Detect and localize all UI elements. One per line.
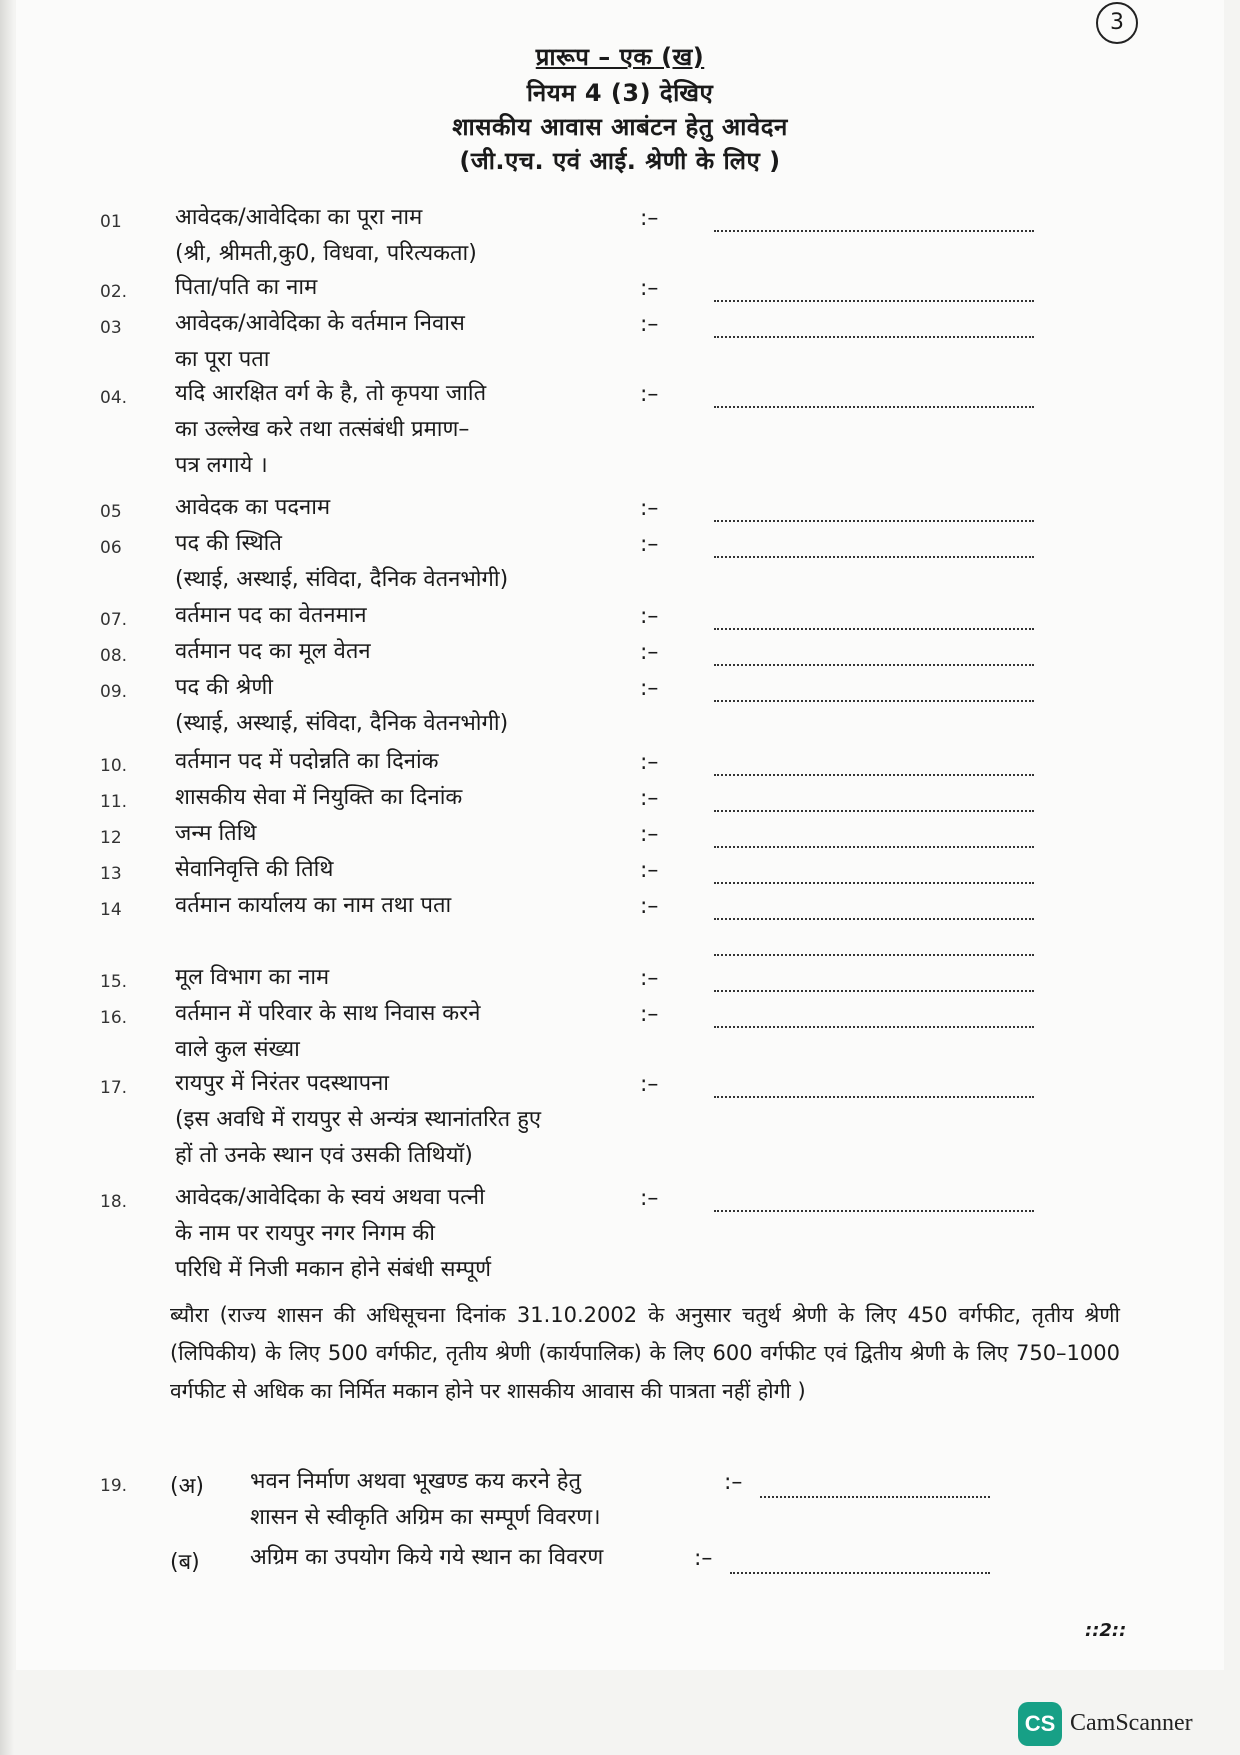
- item-label: वर्तमान कार्यालय का नाम तथा पता: [175, 893, 452, 918]
- item-label: (स्थाई, अस्थाई, संविदा, दैनिक वेतनभोगी): [175, 567, 509, 592]
- item-number: 05: [100, 502, 122, 522]
- item-number: 04.: [100, 388, 128, 408]
- fill-line[interactable]: [714, 792, 1034, 812]
- item-number: 02.: [100, 282, 128, 302]
- item-number: 13: [100, 864, 122, 884]
- item-label: आवेदक/आवेदिका के वर्तमान निवास: [175, 311, 465, 336]
- fill-line[interactable]: [714, 828, 1034, 848]
- item-number: 07.: [100, 610, 128, 630]
- fill-line[interactable]: [714, 1078, 1034, 1098]
- item-label: पत्र लगाये ।: [175, 453, 268, 478]
- fill-line[interactable]: [714, 212, 1034, 232]
- item-number: 14: [100, 900, 122, 920]
- fill-line-19a[interactable]: [760, 1478, 990, 1498]
- item-label: पद की स्थिति: [175, 531, 282, 556]
- colon: :–: [640, 786, 659, 811]
- item-label: वर्तमान में परिवार के साथ निवास करने: [175, 1001, 481, 1026]
- colon: :–: [640, 1186, 659, 1211]
- item-18-details: ब्यौरा (राज्य शासन की अधिसूचना दिनांक 31.10.2002 के अनुसार चतुर्थ श्रेणी के लिए 450 वर्गफीट, तृतीय श्रेणी (लिपिकीय) के लिए 500 वर्गफीट, तृतीय श्रेणी (कार्यपालिक) के लिए 600 वर्गफीट एवं द्वितीय श्रेणी के लिए 750–1000 वर्गफीट से अधिक का निर्मित मकान होने पर शासकीय आवास की पात्रता नहीं होगी ): [170, 1303, 1120, 1403]
- item-label: परिधि में निजी मकान होने संबंधी सम्पूर्ण: [175, 1257, 491, 1282]
- fill-line[interactable]: [714, 388, 1034, 408]
- item-number: 06: [100, 538, 122, 558]
- fill-line[interactable]: [714, 1008, 1034, 1028]
- item-label: (स्थाई, अस्थाई, संविदा, दैनिक वेतनभोगी): [175, 711, 509, 736]
- colon: :–: [640, 1072, 659, 1097]
- colon: :–: [640, 206, 659, 231]
- item-label: (इस अवधि में रायपुर से अन्यंत्र स्थानांतरित हुए: [175, 1107, 542, 1132]
- item-label: आवेदक/आवेदिका के स्वयं अथवा पत्नी: [175, 1185, 485, 1210]
- page-number: 3: [1096, 2, 1138, 44]
- item-label: जन्म तिथि: [175, 821, 257, 846]
- item-number: 15.: [100, 972, 128, 992]
- camscanner-watermark: CamScanner: [1070, 1710, 1193, 1736]
- item-number: 09.: [100, 682, 128, 702]
- item-label: पिता/पति का नाम: [175, 275, 318, 300]
- item-label: पद की श्रेणी: [175, 675, 273, 700]
- item-label: का उल्लेख करे तथा तत्संबंधी प्रमाण–: [175, 417, 470, 442]
- form-heading: शासकीय आवास आबंटन हेतु आवेदन: [452, 113, 788, 141]
- item-number: 01: [100, 212, 122, 232]
- fill-line[interactable]: [714, 1192, 1034, 1212]
- colon: :–: [640, 750, 659, 775]
- fill-line-extra[interactable]: [714, 936, 1034, 956]
- camscanner-logo: CS: [1018, 1702, 1062, 1746]
- sub-item-a-label-1: भवन निर्माण अथवा भूखण्ड कय करने हेतु: [250, 1469, 581, 1494]
- item-label: आवेदक/आवेदिका का पूरा नाम: [175, 205, 423, 230]
- colon: :–: [640, 382, 659, 407]
- fill-line[interactable]: [714, 610, 1034, 630]
- item-label: हों तो उनके स्थान एवं उसकी तिथियॉ): [175, 1143, 473, 1168]
- fill-line[interactable]: [714, 282, 1034, 302]
- colon: :–: [640, 532, 659, 557]
- form-subheading: (जी.एच. एवं आई. श्रेणी के लिए ): [459, 147, 781, 175]
- page-shadow: [0, 0, 14, 1755]
- sub-item-a-marker: (अ): [170, 1474, 204, 1499]
- colon: :–: [640, 604, 659, 629]
- item-label: वर्तमान पद में पदोन्नति का दिनांक: [175, 749, 439, 774]
- item-number: 17.: [100, 1078, 128, 1098]
- item-label: आवेदक का पदनाम: [175, 495, 331, 520]
- fill-line[interactable]: [714, 646, 1034, 666]
- form-title: प्रारूप – एक (ख): [535, 43, 705, 71]
- item-number: 19.: [100, 1476, 128, 1496]
- sub-item-b-marker: (ब): [170, 1550, 200, 1575]
- item-label: मूल विभाग का नाम: [175, 965, 330, 990]
- colon: :–: [640, 966, 659, 991]
- colon: :–: [724, 1470, 743, 1495]
- item-number: 12: [100, 828, 122, 848]
- colon: :–: [640, 640, 659, 665]
- item-label: वाले कुल संख्या: [175, 1037, 300, 1062]
- fill-line[interactable]: [714, 900, 1034, 920]
- item-number: 16.: [100, 1008, 128, 1028]
- colon: :–: [640, 1002, 659, 1027]
- item-label: यदि आरक्षित वर्ग के है, तो कृपया जाति: [175, 381, 487, 406]
- item-label: (श्री, श्रीमती,कु0, विधवा, परित्यकता): [175, 241, 477, 266]
- colon: :–: [640, 858, 659, 883]
- colon: :–: [640, 276, 659, 301]
- fill-line[interactable]: [714, 502, 1034, 522]
- fill-line[interactable]: [714, 682, 1034, 702]
- fill-line[interactable]: [714, 538, 1034, 558]
- fill-line[interactable]: [714, 756, 1034, 776]
- colon: :–: [640, 822, 659, 847]
- fill-line[interactable]: [714, 864, 1034, 884]
- sub-item-b-label: अग्रिम का उपयोग किये गये स्थान का विवरण: [250, 1545, 604, 1570]
- item-label: के नाम पर रायपुर नगर निगम की: [175, 1221, 436, 1246]
- item-label: वर्तमान पद का मूल वेतन: [175, 639, 371, 664]
- item-label: का पूरा पता: [175, 347, 270, 372]
- item-label: शासकीय सेवा में नियुक्ति का दिनांक: [175, 785, 463, 810]
- form-rule-reference: नियम 4 (3) देखिए: [526, 79, 714, 107]
- item-number: 10.: [100, 756, 128, 776]
- item-number: 11.: [100, 792, 128, 812]
- item-label: रायपुर में निरंतर पदस्थापना: [175, 1071, 389, 1096]
- item-number: 18.: [100, 1192, 128, 1212]
- colon: :–: [640, 312, 659, 337]
- fill-line-19b[interactable]: [730, 1554, 990, 1574]
- colon: :–: [640, 496, 659, 521]
- item-number: 03: [100, 318, 122, 338]
- colon: :–: [694, 1546, 713, 1571]
- colon: :–: [640, 676, 659, 701]
- item-label: वर्तमान पद का वेतनमान: [175, 603, 367, 628]
- page-continuation-mark: ::2::: [1085, 1620, 1127, 1641]
- item-label: सेवानिवृत्ति की तिथि: [175, 857, 334, 882]
- colon: :–: [640, 894, 659, 919]
- item-number: 08.: [100, 646, 128, 666]
- fill-line[interactable]: [714, 318, 1034, 338]
- fill-line[interactable]: [714, 972, 1034, 992]
- sub-item-a-label-2: शासन से स्वीकृति अग्रिम का सम्पूर्ण विवरण।: [250, 1505, 601, 1530]
